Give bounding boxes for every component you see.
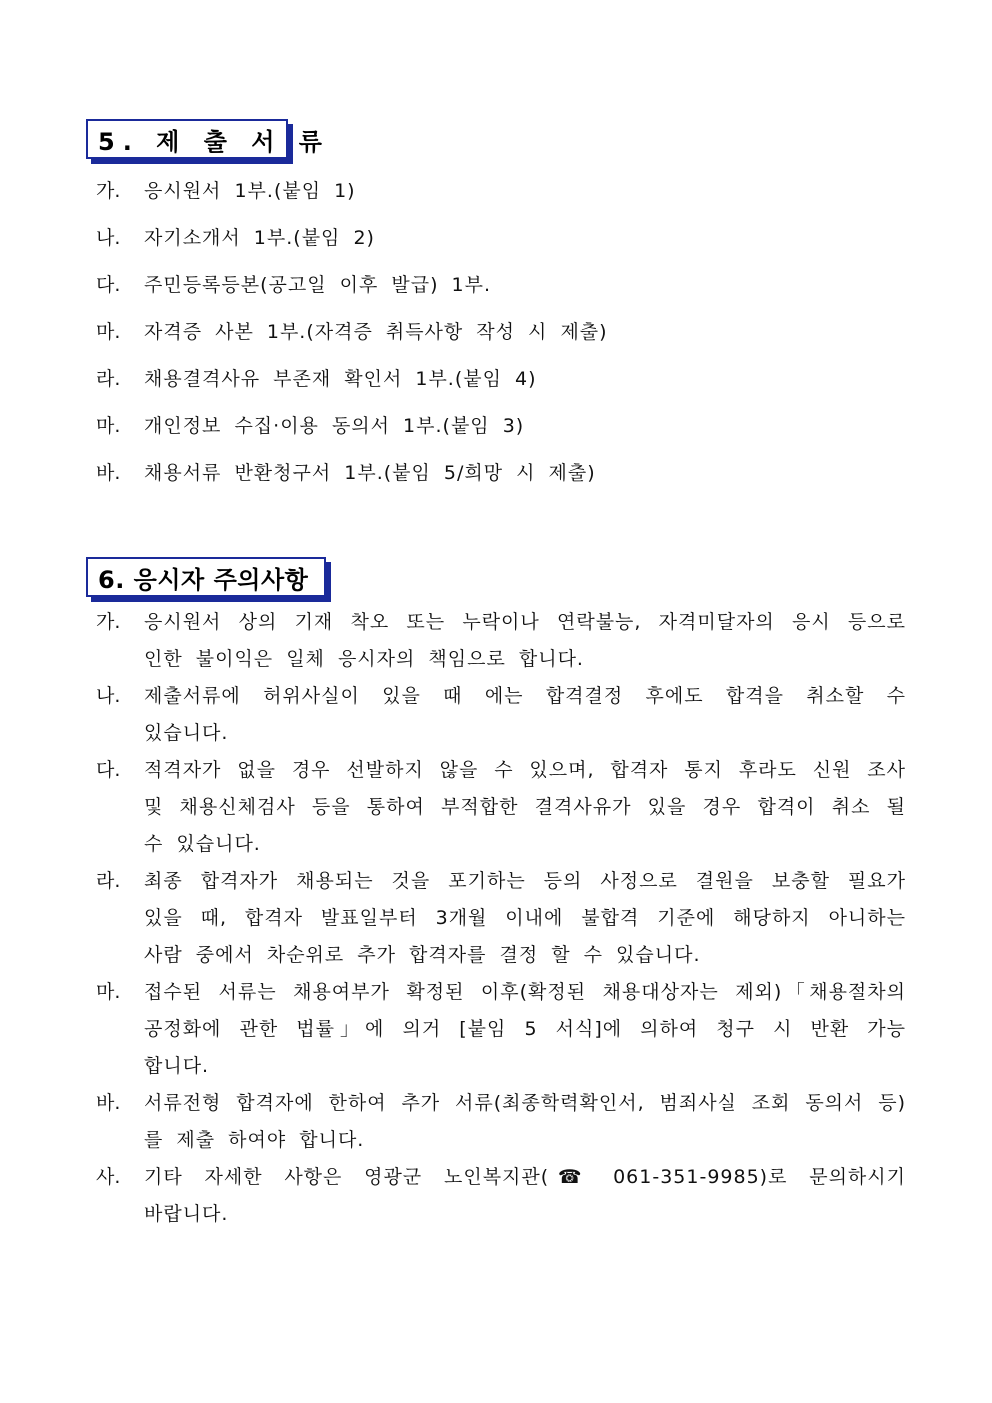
list-item-text: 주민등록등본(공고일 이후 발급) 1부. [144,274,492,296]
list-item-text: 채용결격사유 부존재 확인서 1부.(붙임 4) [144,368,537,390]
list-item-text: 자격증 사본 1부.(자격증 취득사항 작성 시 제출) [144,321,608,343]
list-item-marker: 마. [96,415,121,437]
section-6-title: 6. 응시자 주의사항 [98,565,309,594]
list-item-marker: 바. [96,462,121,484]
list-item-text: 최종 합격자가 채용되는 것을 포기하는 등의 사정으로 결원을 보충할 필요가 있을 때, 합격자 발표일부터 3개월 이내에 불합격 기준에 해당하지 아니하는 사람 중에서 차순위로 추가 합격자를 결정 할 수 있습니다. [144,870,906,966]
list-item-marker: 바. [96,1092,121,1114]
list-item-text: 채용서류 반환청구서 1부.(붙임 5/희망 시 제출) [144,462,596,484]
list-item [96,604,906,678]
list-item-text: 서류전형 합격자에 한하여 추가 서류(최종학력확인서, 범죄사실 조회 동의서 등)를 제출 하여야 합니다. [144,1092,906,1151]
list-item [96,453,906,500]
list-item-marker: 마. [96,981,121,1003]
section-5-document-list [96,171,906,500]
section-6-header-box [86,557,326,597]
section-6-notice-list [96,604,906,1233]
list-item [96,1085,906,1159]
list-item-marker: 사. [96,1166,121,1188]
list-item [96,406,906,453]
list-item-marker: 나. [96,227,121,249]
list-item-text: 자기소개서 1부.(붙임 2) [144,227,375,249]
list-item [96,265,906,312]
list-item-marker: 라. [96,368,121,390]
list-item [96,1159,906,1233]
list-item [96,974,906,1085]
list-item-marker: 가. [96,180,121,202]
list-item-text: 접수된 서류는 채용여부가 확정된 이후(확정된 채용대상자는 제외)「채용절차의 공정화에 관한 법률」에 의거 [붙임 5 서식]에 의하여 청구 시 반환 가능 합니다. [144,981,906,1077]
list-item-marker: 가. [96,611,121,633]
section-5-header-box [86,119,330,159]
list-item [96,359,906,406]
list-item-text: 응시원서 1부.(붙임 1) [144,180,356,202]
section-5-title: 5. 제 출 서 류 [98,127,330,156]
list-item-text: 응시원서 상의 기재 착오 또는 누락이나 연락불능, 자격미달자의 응시 등으로 인한 불이익은 일체 응시자의 책임으로 합니다. [144,611,906,670]
list-item-marker: 다. [96,274,121,296]
list-item-marker: 다. [96,759,121,781]
list-item-marker: 마. [96,321,121,343]
list-item [96,863,906,974]
list-item [96,678,906,752]
list-item-marker: 나. [96,685,121,707]
list-item-text: 기타 자세한 사항은 영광군 노인복지관(☎ 061-351-9985)로 문의하시기 바랍니다. [144,1166,906,1225]
list-item [96,218,906,265]
list-item [96,752,906,863]
list-item [96,312,906,359]
list-item-marker: 라. [96,870,121,892]
list-item [96,171,906,218]
list-item-text: 개인정보 수집·이용 동의서 1부.(붙임 3) [144,415,525,437]
list-item-text: 적격자가 없을 경우 선발하지 않을 수 있으며, 합격자 통지 후라도 신원 조사 및 채용신체검사 등을 통하여 부적합한 결격사유가 있을 경우 합격이 취소 될 수 있습니다. [144,759,906,855]
list-item-text: 제출서류에 허위사실이 있을 때 에는 합격결정 후에도 합격을 취소할 수 있습니다. [144,685,906,744]
